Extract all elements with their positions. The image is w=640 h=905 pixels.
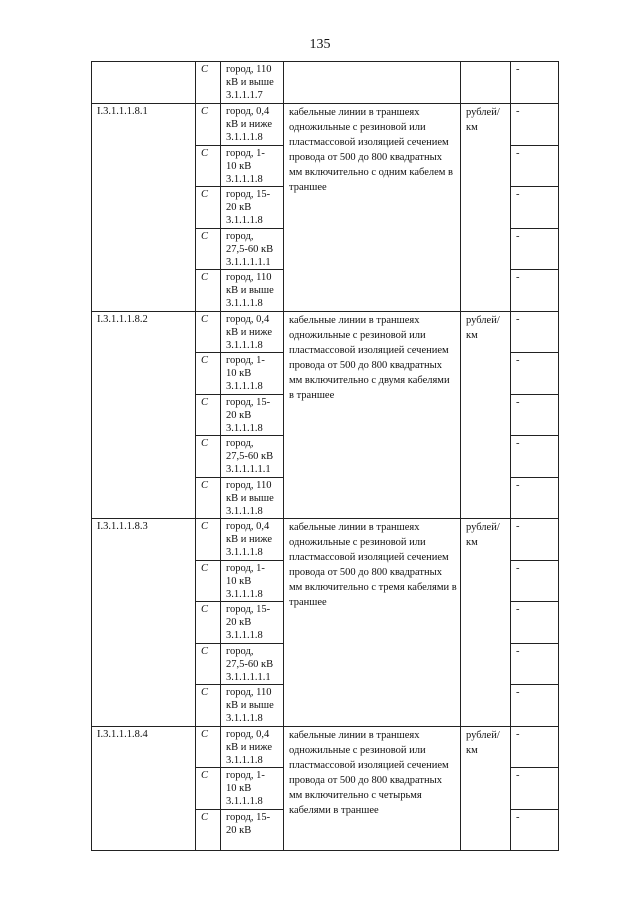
location-cell-text: город, 0,4 кВ и ниже 3.1.1.1.8 (226, 106, 272, 143)
location-cell-text: город, 15- 20 кВ 3.1.1.1.8 (226, 396, 271, 434)
location-cell-text: город, 0,4 кВ и ниже 3.1.1.1.8 (226, 728, 272, 766)
code-cell (92, 62, 196, 104)
value-cell: - (511, 353, 559, 395)
value-cell: - (511, 560, 559, 602)
location-cell-text: город, 15- 20 кВ 3.1.1.1.8 (226, 189, 271, 226)
location-cell (221, 726, 284, 768)
unit-cell (461, 519, 511, 727)
unit-cell (461, 104, 511, 312)
letter-cell: C (196, 187, 221, 229)
description-cell: кабельные линии в траншеях одножильные с резиновой или пластмассовой изоляцией сечением провода от 500 до 800 квадратных мм включительно с одним кабелем в траншее (284, 104, 461, 312)
unit-cell-text: рублей/ км (466, 107, 500, 133)
code-cell: I.3.1.1.1.8.3 (92, 519, 196, 727)
value-cell: - (511, 145, 559, 187)
location-cell-text: город, 1- 10 кВ 3.1.1.1.8 (226, 562, 265, 600)
letter-cell: C (196, 560, 221, 602)
location-cell-text: город, 110 кВ и выше 3.1.1.1.8 (226, 272, 274, 309)
letter-cell: C (196, 228, 221, 270)
letter-cell: C (196, 602, 221, 644)
location-cell-text: город, 110 кВ и выше 3.1.1.1.8 (226, 479, 274, 517)
value-cell: - (511, 104, 559, 146)
table-row (92, 519, 559, 561)
location-cell-text: город, 0,4 кВ и ниже 3.1.1.1.8 (226, 521, 272, 558)
page-number: 135 (309, 37, 331, 52)
location-cell-text: город, 110 кВ и выше 3.1.1.1.8 (226, 687, 274, 724)
location-cell (221, 187, 284, 229)
description-cell: кабельные линии в траншеях одножильные с резиновой или пластмассовой изоляцией сечением провода от 500 до 800 квадратных мм включительно с двумя кабелями в траншее (284, 311, 461, 519)
value-cell: - (511, 643, 559, 685)
location-cell (221, 685, 284, 727)
location-cell-text: город, 27,5-60 кВ 3.1.1.1.1.1 (226, 438, 274, 475)
location-cell (221, 519, 284, 561)
description-cell: кабельные линии в траншеях одножильные с резиновой или пластмассовой изоляцией сечением провода от 500 до 800 квадратных мм включительно с четырьмя кабелями в траншее (284, 726, 461, 851)
letter-cell: C (196, 311, 221, 353)
location-cell (221, 270, 284, 312)
location-cell-text: город, 27,5-60 кВ 3.1.1.1.1.1 (226, 645, 274, 683)
letter-cell: C (196, 685, 221, 727)
letter-cell: C (196, 145, 221, 187)
location-cell (221, 436, 284, 478)
value-cell: - (511, 187, 559, 229)
unit-cell (461, 62, 511, 104)
location-cell-text: город, 27,5-60 кВ 3.1.1.1.1.1 (226, 230, 274, 268)
unit-cell-text: рублей/ км (466, 729, 500, 756)
code-cell: I.3.1.1.1.8.4 (92, 726, 196, 851)
value-cell: - (511, 726, 559, 768)
location-cell (221, 228, 284, 270)
letter-cell: C (196, 104, 221, 146)
value-cell: - (511, 228, 559, 270)
tariff-table (91, 61, 559, 851)
value-cell: - (511, 519, 559, 561)
value-cell: - (511, 62, 559, 104)
value-cell: - (511, 685, 559, 727)
location-cell-text: город, 1- 10 кВ 3.1.1.1.8 (226, 355, 265, 392)
location-cell-text: город, 1- 10 кВ 3.1.1.1.8 (226, 770, 265, 807)
table-row (92, 62, 559, 104)
letter-cell: C (196, 809, 221, 851)
value-cell: - (511, 311, 559, 353)
location-cell (221, 602, 284, 644)
letter-cell: C (196, 62, 221, 104)
unit-cell-text: рублей/ км (466, 522, 500, 548)
letter-cell: C (196, 436, 221, 478)
value-cell: - (511, 477, 559, 519)
location-cell (221, 145, 284, 187)
location-cell-text: город, 0,4 кВ и ниже 3.1.1.1.8 (226, 313, 272, 351)
letter-cell: C (196, 477, 221, 519)
location-cell (221, 560, 284, 602)
value-cell: - (511, 394, 559, 436)
description-cell: кабельные линии в траншеях одножильные с резиновой или пластмассовой изоляцией сечением провода от 500 до 800 квадратных мм включительно с тремя кабелями в траншее (284, 519, 461, 727)
code-cell: I.3.1.1.1.8.1 (92, 104, 196, 312)
value-cell: - (511, 270, 559, 312)
location-cell (221, 809, 284, 851)
letter-cell: C (196, 394, 221, 436)
location-cell (221, 477, 284, 519)
letter-cell: C (196, 353, 221, 395)
location-cell (221, 768, 284, 810)
table-row (92, 726, 559, 768)
value-cell: - (511, 436, 559, 478)
code-cell: I.3.1.1.1.8.2 (92, 311, 196, 519)
location-cell (221, 104, 284, 146)
letter-cell: C (196, 643, 221, 685)
location-cell-text: город, 15- 20 кВ 3.1.1.1.8 (226, 604, 271, 641)
unit-cell (461, 311, 511, 519)
letter-cell: C (196, 270, 221, 312)
location-cell (221, 643, 284, 685)
value-cell: - (511, 809, 559, 851)
letter-cell: C (196, 519, 221, 561)
location-cell (221, 353, 284, 395)
letter-cell: C (196, 726, 221, 768)
description-cell (284, 62, 461, 104)
value-cell: - (511, 602, 559, 644)
location-cell: город, 110 кВ и выше 3.1.1.1.7 (221, 62, 284, 104)
location-cell (221, 311, 284, 353)
letter-cell: C (196, 768, 221, 810)
table-row (92, 104, 559, 146)
table-row (92, 311, 559, 353)
unit-cell (461, 726, 511, 851)
location-cell (221, 394, 284, 436)
value-cell: - (511, 768, 559, 810)
unit-cell-text: рублей/ км (466, 314, 500, 341)
location-cell-text: город, 15- 20 кВ (226, 811, 271, 836)
location-cell-text: город, 1- 10 кВ 3.1.1.1.8 (226, 147, 265, 185)
table-body (92, 62, 559, 851)
